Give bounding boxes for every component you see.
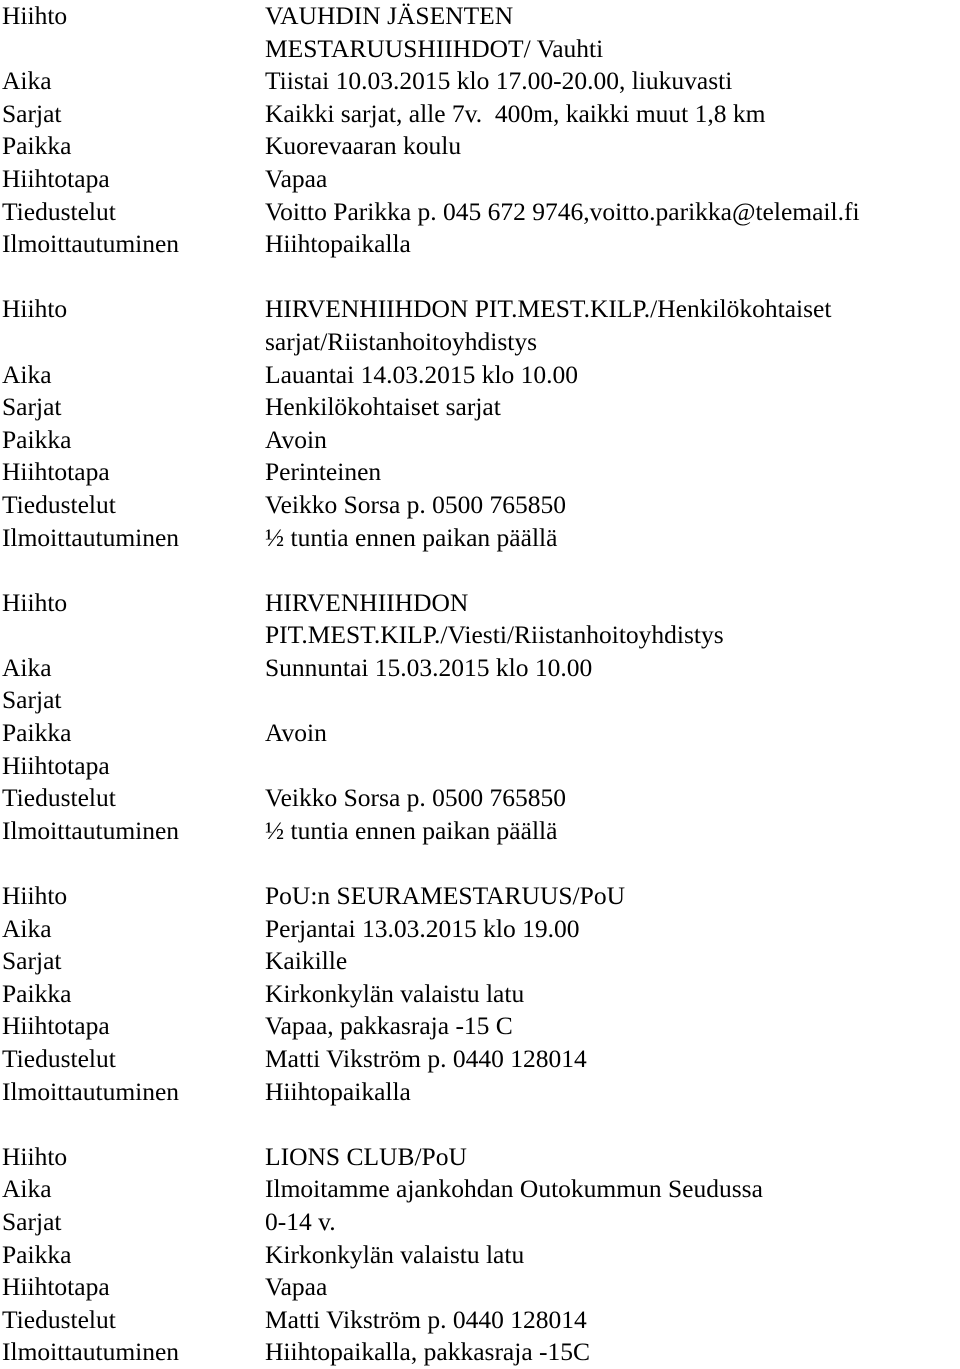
info-value: Voitto Parikka p. 045 672 9746,voitto.parikka@telemail.fi <box>265 196 860 226</box>
event-name-row <box>0 1141 960 1174</box>
place-row <box>0 978 960 1011</box>
info-row <box>0 782 960 815</box>
series-row <box>0 98 960 131</box>
time-label: Aika <box>2 66 52 96</box>
style-label: Hiihtotapa <box>2 163 110 193</box>
info-value: Matti Vikström p. 0440 128014 <box>265 1044 587 1073</box>
info-value: Matti Vikström p. 0440 128014 <box>265 1304 587 1334</box>
series-label: Sarjat <box>2 946 62 976</box>
info-label: Tiedustelut <box>2 196 116 226</box>
time-label: Aika <box>2 1174 52 1204</box>
series-row <box>0 945 960 978</box>
event-name-row <box>0 880 960 913</box>
event-name: LIONS CLUB/PoU <box>265 1141 467 1171</box>
registration-value: ½ tuntia ennen paikan päällä <box>265 522 558 552</box>
time-row <box>0 1173 960 1206</box>
series-label: Sarjat <box>2 98 62 128</box>
place-value: Kirkonkylän valaistu latu <box>265 1239 525 1269</box>
style-row <box>0 1010 960 1043</box>
registration-label: Ilmoittautuminen <box>2 229 180 259</box>
event-name: HIRVENHIIHDON PIT.MEST.KILP./Henkilökohtaiset sarjat/Riistanhoitoyhdistys <box>265 294 832 356</box>
place-label: Paikka <box>2 978 72 1008</box>
registration-row <box>0 228 960 261</box>
series-value: Kaikille <box>265 946 348 976</box>
style-value: Perinteinen <box>265 457 382 487</box>
series-label: Sarjat <box>2 392 62 422</box>
info-row <box>0 196 960 229</box>
place-label: Paikka <box>2 131 72 161</box>
time-label: Aika <box>2 652 52 682</box>
event-label: Hiihto <box>2 587 68 617</box>
place-value: Kuorevaaran koulu <box>265 131 462 161</box>
place-row <box>0 130 960 163</box>
series-label: Sarjat <box>2 685 62 715</box>
time-row <box>0 652 960 685</box>
place-row <box>0 717 960 750</box>
event-block-lions-club <box>0 1141 960 1369</box>
time-label: Aika <box>2 913 52 943</box>
registration-value: Hiihtopaikalla <box>265 1076 411 1106</box>
series-row <box>0 391 960 424</box>
info-label: Tiedustelut <box>2 1304 116 1334</box>
style-value: Vapaa <box>265 1272 328 1302</box>
style-row <box>0 750 960 783</box>
registration-label: Ilmoittautuminen <box>2 522 180 552</box>
registration-label: Ilmoittautuminen <box>2 1076 180 1106</box>
info-row <box>0 1304 960 1337</box>
event-name: PoU:n SEURAMESTARUUS/PoU <box>265 881 625 911</box>
registration-value: Hiihtopaikalla, pakkasraja -15C <box>265 1337 591 1367</box>
event-label: Hiihto <box>2 1141 68 1171</box>
place-value: Avoin <box>265 718 327 748</box>
registration-label: Ilmoittautuminen <box>2 815 180 845</box>
series-value: Henkilökohtaiset sarjat <box>265 392 501 422</box>
info-label: Tiedustelut <box>2 1044 116 1073</box>
info-row <box>0 489 960 522</box>
registration-row <box>0 1336 960 1369</box>
info-row <box>0 1043 960 1076</box>
divider-space <box>0 1108 960 1141</box>
event-block-pou-seuramestaruus <box>0 880 960 1108</box>
series-value: Kaikki sarjat, alle 7v. 400m, kaikki muut 1,8 km <box>265 98 766 128</box>
time-row <box>0 65 960 98</box>
series-row <box>0 1206 960 1239</box>
registration-row <box>0 815 960 848</box>
series-row <box>0 684 960 717</box>
time-label: Aika <box>2 359 52 389</box>
style-row <box>0 456 960 489</box>
style-label: Hiihtotapa <box>2 1272 110 1302</box>
style-row <box>0 163 960 196</box>
divider-space <box>0 847 960 880</box>
event-label: Hiihto <box>2 294 68 324</box>
event-name-row <box>0 0 960 65</box>
style-row <box>0 1271 960 1304</box>
event-name-row <box>0 293 960 358</box>
event-block-hirvenhiihto-relay <box>0 587 960 848</box>
series-label: Sarjat <box>2 1206 62 1236</box>
style-value: Vapaa, pakkasraja -15 C <box>265 1011 513 1041</box>
divider-space <box>0 554 960 587</box>
info-value: Veikko Sorsa p. 0500 765850 <box>265 783 567 813</box>
event-block-vauhti <box>0 0 960 261</box>
place-value: Kirkonkylän valaistu latu <box>265 978 525 1008</box>
info-label: Tiedustelut <box>2 783 116 813</box>
place-label: Paikka <box>2 1239 72 1269</box>
place-row <box>0 1239 960 1272</box>
place-label: Paikka <box>2 718 72 748</box>
event-name: HIRVENHIIHDON PIT.MEST.KILP./Viesti/Riistanhoitoyhdistys <box>265 587 724 650</box>
time-value: Lauantai 14.03.2015 klo 10.00 <box>265 359 579 389</box>
place-label: Paikka <box>2 424 72 454</box>
place-row <box>0 424 960 457</box>
place-value: Avoin <box>265 424 327 454</box>
event-label: Hiihto <box>2 1 68 30</box>
registration-value: Hiihtopaikalla <box>265 229 411 259</box>
registration-value: ½ tuntia ennen paikan päällä <box>265 815 558 845</box>
time-value: Tiistai 10.03.2015 klo 17.00-20.00, liukuvasti <box>265 66 733 96</box>
series-value: 0-14 v. <box>265 1206 336 1236</box>
registration-label: Ilmoittautuminen <box>2 1337 180 1367</box>
divider-space <box>0 261 960 294</box>
info-value: Veikko Sorsa p. 0500 765850 <box>265 489 567 519</box>
time-row <box>0 359 960 392</box>
event-label: Hiihto <box>2 881 68 911</box>
event-name: VAUHDIN JÄSENTEN MESTARUUSHIIHDOT/ Vauhti <box>265 1 604 63</box>
info-label: Tiedustelut <box>2 489 116 519</box>
style-label: Hiihtotapa <box>2 750 110 780</box>
time-value: Sunnuntai 15.03.2015 klo 10.00 <box>265 652 593 682</box>
style-label: Hiihtotapa <box>2 457 110 487</box>
style-label: Hiihtotapa <box>2 1011 110 1041</box>
time-value: Ilmoitamme ajankohdan Outokummun Seudussa <box>265 1174 763 1204</box>
event-name-row <box>0 587 960 652</box>
style-value: Vapaa <box>265 163 328 193</box>
time-row <box>0 913 960 946</box>
time-value: Perjantai 13.03.2015 klo 19.00 <box>265 913 580 943</box>
registration-row <box>0 1076 960 1109</box>
registration-row <box>0 522 960 555</box>
event-block-hirvenhiihto-individual <box>0 293 960 554</box>
